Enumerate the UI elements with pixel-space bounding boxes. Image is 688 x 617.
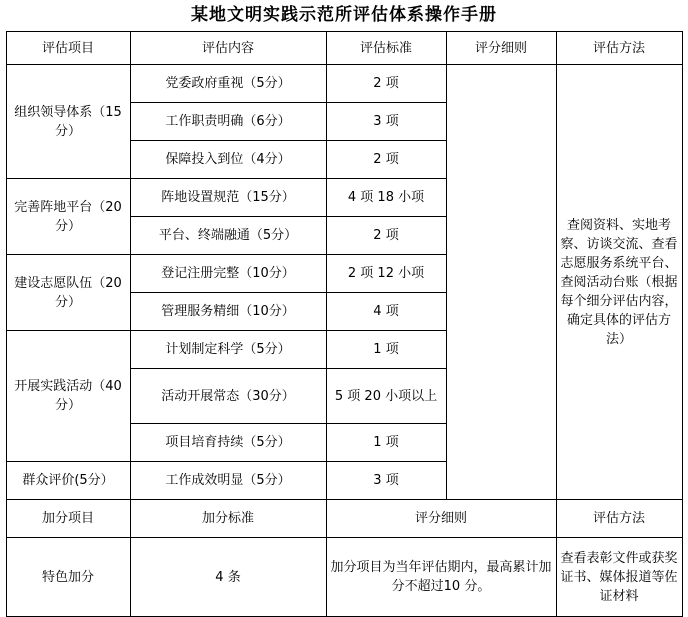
standard-cell: 5 项 20 小项以上 xyxy=(326,369,446,424)
category-cell: 开展实践活动（40分） xyxy=(6,331,130,462)
method-cell: 查阅资料、实地考察、访谈交流、查看志愿服务系统平台、查阅活动台账（根据每个细分评估内容，确定具体的评估方法） xyxy=(556,65,682,500)
header-cell-scoring: 评分细则 xyxy=(446,32,556,65)
bonus-row xyxy=(6,538,682,617)
scoring-cell xyxy=(446,65,556,500)
bonus-header-method: 评估方法 xyxy=(556,500,682,538)
content-cell: 平台、终端融通（5分） xyxy=(130,217,326,255)
content-cell: 登记注册完整（10分） xyxy=(130,255,326,293)
standard-cell: 4 项 18 小项 xyxy=(326,179,446,217)
bonus-standard-cell: 4 条 xyxy=(130,538,326,617)
bonus-header-project: 加分项目 xyxy=(6,500,130,538)
header-cell-content: 评估内容 xyxy=(130,32,326,65)
content-cell: 工作职责明确（6分） xyxy=(130,103,326,141)
header-cell-method: 评估方法 xyxy=(556,32,682,65)
content-cell: 阵地设置规范（15分） xyxy=(130,179,326,217)
content-cell: 计划制定科学（5分） xyxy=(130,331,326,369)
standard-cell: 1 项 xyxy=(326,424,446,462)
category-cell: 建设志愿队伍（20分） xyxy=(6,255,130,331)
bonus-name-cell: 特色加分 xyxy=(6,538,130,617)
content-cell: 活动开展常态（30分） xyxy=(130,369,326,424)
content-cell: 项目培育持续（5分） xyxy=(130,424,326,462)
category-cell: 组织领导体系（15分） xyxy=(6,65,130,179)
evaluation-table xyxy=(6,31,683,617)
bonus-header-row xyxy=(6,500,682,538)
standard-cell: 3 项 xyxy=(326,462,446,500)
standard-cell: 2 项 xyxy=(326,141,446,179)
bonus-method-cell: 查看表彰文件或获奖证书、媒体报道等佐证材料 xyxy=(556,538,682,617)
table-row xyxy=(6,65,682,103)
bonus-header-scoring: 评分细则 xyxy=(326,500,556,538)
page-title: 某地文明实践示范所评估体系操作手册 xyxy=(191,5,497,25)
standard-cell: 2 项 xyxy=(326,217,446,255)
standard-cell: 1 项 xyxy=(326,331,446,369)
standard-cell: 2 项 12 小项 xyxy=(326,255,446,293)
header-cell-standard: 评估标准 xyxy=(326,32,446,65)
content-cell: 党委政府重视（5分） xyxy=(130,65,326,103)
table-header-row xyxy=(6,32,682,65)
category-cell: 完善阵地平台（20分） xyxy=(6,179,130,255)
bonus-header-standard: 加分标准 xyxy=(130,500,326,538)
standard-cell: 3 项 xyxy=(326,103,446,141)
standard-cell: 2 项 xyxy=(326,65,446,103)
category-cell: 群众评价(5分） xyxy=(6,462,130,500)
content-cell: 工作成效明显（5分） xyxy=(130,462,326,500)
standard-cell: 4 项 xyxy=(326,293,446,331)
content-cell: 保障投入到位（4分） xyxy=(130,141,326,179)
header-cell-project: 评估项目 xyxy=(6,32,130,65)
bonus-detail-cell: 加分项目为当年评估期内，最高累计加分不超过10 分。 xyxy=(326,538,556,617)
content-cell: 管理服务精细（10分） xyxy=(130,293,326,331)
